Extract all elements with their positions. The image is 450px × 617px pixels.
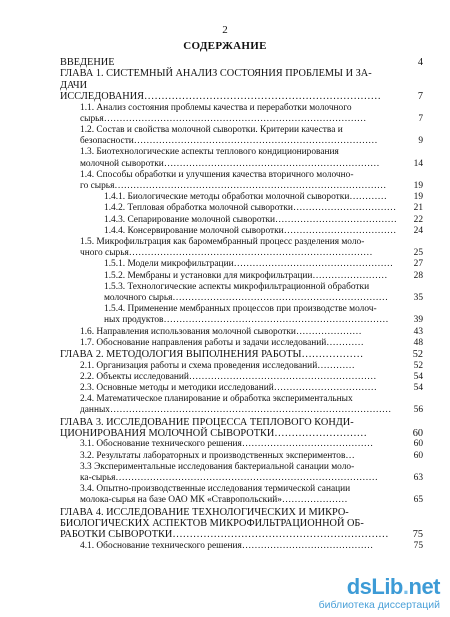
toc-entry-page: 14	[413, 158, 423, 169]
toc-entry-text: 1.5.3. Технологические аспекты микрофильтрационной обработки молочного сырья……………………………………………………………	[104, 281, 389, 304]
toc-section-entry	[60, 439, 423, 450]
toc-entry-text: 1.7. Обоснование направления работы и задачи исследований…………	[80, 337, 364, 348]
toc-section-entry	[60, 462, 423, 484]
toc-section-entry	[60, 394, 423, 416]
watermark-tagline: библиотека диссертаций	[318, 599, 440, 611]
toc-section-entry	[60, 170, 423, 192]
toc-section-entry	[60, 103, 423, 125]
toc-chapter-entry	[60, 417, 423, 440]
toc-entry-page: 28	[413, 270, 423, 281]
toc-entry-text: 2.1. Организация работы и схема проведения исследований…………	[80, 360, 355, 371]
toc-entry-text: 2.2. Объекты исследований……………………………………………………	[80, 371, 377, 382]
toc-entry-page: 19	[413, 192, 423, 203]
toc-entry-page: 39	[413, 315, 423, 326]
toc-entry-text: 1.3. Биотехнологические аспекты теплового кондиционирования молочной сыворотки……………………………………………………………	[80, 147, 380, 169]
toc-entry-text: 2.4. Математическое планирование и обработка экспериментальных данных………………………………………………………………………………	[80, 394, 392, 416]
toc-entry-page: 54	[413, 371, 423, 382]
toc-entry-page: 43	[413, 326, 423, 337]
toc-entry-page: 35	[413, 293, 423, 304]
toc-entry-page: 54	[413, 382, 423, 393]
toc-title: СОДЕРЖАНИЕ	[183, 40, 267, 52]
toc-section-entry	[60, 125, 423, 147]
toc-section-entry	[60, 226, 423, 237]
watermark	[319, 575, 440, 611]
toc-section-entry	[60, 271, 423, 282]
toc-entry-page: 60	[412, 427, 423, 439]
toc-entry-text: 1.4.3. Сепарирование молочной сыворотки…………………………………	[104, 214, 397, 225]
toc-entry-page: 25	[413, 248, 423, 259]
toc-chapter-entry	[60, 349, 423, 360]
toc-entry-text: 1.1. Анализ состояния проблемы качества и переработки молочного сырья…………………………………………………………………………	[80, 102, 367, 124]
toc-entry-text: 1.4.1. Биологические методы обработки молочной сыворотки…………	[104, 192, 387, 203]
toc-entry-text: 2.3. Основные методы и методики исследований……………………………	[80, 382, 377, 393]
toc-section-entry	[60, 147, 423, 169]
toc-entry-text: ГЛАВА 3. ИССЛЕДОВАНИЕ ПРОЦЕССА ТЕПЛОВОГО КОНДИ- ЦИОНИРОВАНИЯ МОЛОЧНОЙ СЫВОРОТКИ………………………	[60, 416, 367, 439]
watermark-logo: dsLib.net	[346, 574, 440, 599]
toc-section-entry	[60, 541, 423, 552]
toc-section-entry	[60, 237, 423, 259]
toc-entry-text: 3.1. Обоснование технического решения……………………………………	[80, 439, 374, 450]
toc-section-entry	[60, 259, 423, 270]
toc-chapter-entry	[60, 507, 423, 541]
toc-entry-page: 22	[413, 214, 423, 225]
toc-chapter-entry	[60, 57, 423, 68]
toc-entry-text: 1.5.1. Модели микрофильтрации……………………………………………	[104, 259, 393, 270]
toc-entry-page: 9	[418, 136, 423, 147]
toc-chapter-entry	[60, 68, 423, 102]
toc-entry-text: 1.5.4. Применение мембранных процессов при производстве молоч- ных продуктов………………………………………………………………	[104, 304, 389, 326]
toc-entry-text: 1.4.2. Тепловая обработка молочной сыворотки……………………………	[104, 203, 397, 214]
toc-section-entry	[60, 282, 423, 304]
toc-section-entry	[60, 215, 423, 226]
toc-entry-page: 24	[413, 225, 423, 236]
toc-entry-page: 21	[413, 203, 423, 214]
toc-section-entry	[60, 484, 423, 506]
toc-entry-text: 1.4.4. Консервирование молочной сыворотки………………………………	[104, 225, 397, 236]
toc-entry-text: ГЛАВА 1. СИСТЕМНЫЙ АНАЛИЗ СОСТОЯНИЯ ПРОБЛЕМЫ И ЗА- ДАЧИ ИССЛЕДОВАНИЯ……………………………………………………………	[60, 68, 381, 103]
toc-section-entry	[60, 192, 423, 203]
toc-section-entry	[60, 327, 423, 338]
toc-entry-text: ВВЕДЕНИЕ	[60, 57, 115, 68]
toc-section-entry	[60, 383, 423, 394]
toc-entry-page: 75	[413, 540, 423, 551]
toc-section-entry	[60, 361, 423, 372]
toc-entry-page: 52	[412, 349, 423, 361]
page-number: 2	[222, 24, 228, 36]
toc-entry-page: 19	[413, 181, 423, 192]
toc-entry-text: 1.2. Состав и свойства молочной сыворотки. Критерии качества и безопасности……………………………………………………………………	[80, 125, 378, 147]
toc-entry-text: 3.4. Опытно-производственные исследования термической санации молока-сырья на базе ОАО МК «Ставропольский»…………………	[80, 484, 351, 506]
toc-entry-text: 3.3 Экспериментальные исследования бактериальной санации моло- ка-сырья…………………………………………………………………………	[80, 461, 378, 483]
toc-entry-page: 52	[413, 360, 423, 371]
toc-section-entry	[60, 451, 423, 462]
toc-entry-text: 4.1. Обоснование технического решения……………………………………	[80, 540, 374, 551]
toc-entry-page: 7	[417, 91, 423, 103]
toc-entry-text: 1.6. Направления использования молочной сыворотки…………………	[80, 326, 362, 337]
toc-entry-page: 4	[417, 57, 423, 68]
table-of-contents	[60, 57, 423, 552]
toc-entry-text: ГЛАВА 2. МЕТОДОЛОГИЯ ВЫПОЛНЕНИЯ РАБОТЫ………………	[60, 349, 364, 361]
toc-entry-text: ГЛАВА 4. ИССЛЕДОВАНИЕ ТЕХНОЛОГИЧЕСКИХ И МИКРО- БИОЛОГИЧЕСКИХ АСПЕКТОВ МИКРОФИЛЬТРАЦИОННОЙ ОБ- РАБОТКИ СЫВОРОТКИ………………………………………………………	[60, 506, 389, 541]
toc-entry-page: 75	[412, 529, 423, 541]
toc-entry-page: 60	[413, 450, 423, 461]
toc-section-entry	[60, 304, 423, 326]
toc-entry-page: 63	[413, 472, 423, 483]
toc-entry-text: 3.2. Результаты лабораторных и производственных экспериментов…	[80, 450, 355, 461]
toc-entry-page: 56	[413, 405, 423, 416]
toc-section-entry	[60, 338, 423, 349]
toc-entry-page: 7	[418, 113, 423, 124]
toc-entry-text: 1.4. Способы обработки и улучшения качества вторичного молочно- го сырья……………………………………………………………………………	[80, 169, 387, 192]
toc-entry-text: 1.5.2. Мембраны и установки для микрофильтрации……………………	[104, 270, 388, 281]
toc-entry-page: 27	[413, 259, 423, 270]
toc-section-entry	[60, 372, 423, 383]
toc-entry-page: 60	[413, 439, 423, 450]
toc-entry-page: 48	[413, 337, 423, 348]
toc-entry-text: 1.5. Микрофильтрация как баромембранный процесс разделения моло- чного сырья……………………………………………………………………	[80, 237, 373, 259]
toc-entry-page: 65	[413, 495, 423, 506]
toc-section-entry	[60, 203, 423, 214]
